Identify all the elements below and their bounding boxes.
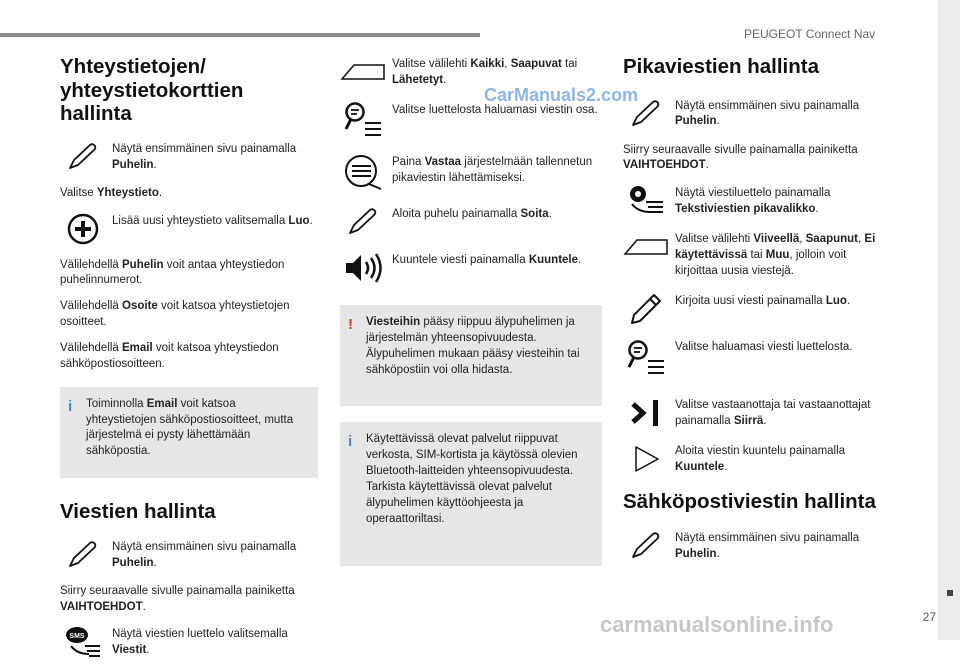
step-forward	[623, 396, 883, 430]
step-select-tab	[623, 230, 883, 280]
pen-line-icon	[623, 529, 669, 563]
paragraph: Valitse Yhteystieto.	[60, 186, 163, 199]
step-select-message	[340, 101, 602, 141]
info-box-services: i Käytettävissä olevat palvelut riippuvat verkosta, SIM-kortista ja käytössä olevien Bluetooth-laitteiden yhteensopivuudesta. Tarkista käytettävissä olevat palvelut älypuhelimen käyttöohjeesta ja operaattoriltasi.	[340, 422, 602, 565]
tab-bar-icon	[623, 230, 669, 264]
sms-badge-text: SMS	[69, 633, 85, 641]
step-create-contact	[60, 212, 318, 246]
column-2	[340, 55, 602, 580]
paragraph: Välilehdellä Osoite voit katsoa yhteystietojen osoitteet.	[60, 300, 290, 329]
step-listen	[623, 442, 883, 476]
step-phone-open	[60, 538, 318, 572]
step-text: Näytä viestiluettelo painamalla Tekstiviestien pikavalikko.	[675, 187, 831, 216]
step-text: Kirjoita uusi viesti painamalla Luo.	[675, 294, 851, 307]
reply-list-icon	[340, 153, 386, 193]
section-title-quick-messages: Pikaviestien hallinta	[623, 55, 819, 78]
step-text: Näytä viestien luettelo valitsemalla Viestit.	[112, 628, 288, 657]
header-bar	[0, 33, 480, 37]
column-1	[60, 55, 318, 671]
step-text: Aloita puhelu painamalla Soita.	[392, 208, 552, 220]
watermark-top: CarManuals2.com	[484, 85, 639, 105]
step-listen	[340, 251, 602, 285]
info-icon: i	[348, 433, 353, 451]
step-text: Valitse välilehti Viiveellä, Saapunut, Ei käytettävissä tai Muu, jolloin voit kirjoittaa uusia viestejä.	[675, 233, 876, 277]
step-text: Valitse luettelosta haluamasi viestin osa.	[392, 104, 598, 116]
paragraph: Välilehdellä Puhelin voit antaa yhteystiedon puhelinnumerot.	[60, 258, 285, 287]
step-new-message	[623, 292, 883, 326]
section-title-messages: Viestien hallinta	[60, 500, 216, 524]
step-text: Lisää uusi yhteystieto valitsemalla Luo.	[112, 214, 313, 227]
watermark-bottom: carmanualsonline.info	[600, 612, 834, 637]
step-text: Näytä ensimmäinen sivu painamalla Puhelin.	[112, 142, 297, 171]
step-text: Valitse välilehti Kaikki, Saapuvat tai Lähetetyt.	[392, 58, 578, 86]
step-text: Aloita viestin kuuntelu painamalla Kuuntele.	[675, 444, 846, 473]
step-text: Valitse haluamasi viesti luettelosta.	[675, 340, 853, 353]
step-reply	[340, 153, 602, 193]
pen-line-icon	[60, 140, 106, 174]
paragraph: Siirry seuraavalle sivulle painamalla painiketta VAIHTOEHDOT.	[623, 143, 858, 172]
step-messages-list	[60, 625, 318, 659]
plus-circle-icon	[60, 212, 106, 246]
step-text: Näytä ensimmäinen sivu painamalla Puhelin.	[112, 540, 297, 569]
step-select-tab	[340, 55, 602, 89]
page-number: 27	[922, 610, 936, 624]
step-phone-open	[623, 529, 883, 563]
section-title-email: Sähköpostiviestin hallinta	[623, 489, 876, 513]
column-3	[623, 55, 883, 575]
info-icon: i	[68, 397, 73, 415]
step-phone-open	[60, 140, 318, 174]
header-title: PEUGEOT Connect Nav	[744, 27, 876, 41]
step-phone-open	[623, 97, 883, 131]
step-text: Paina Vastaa järjestelmään tallennetun pikaviestin lähettämiseksi.	[392, 156, 593, 184]
pen-line-icon	[340, 205, 386, 239]
warning-box-messages: ! Viesteihin pääsy riippuu älypuhelimen ja järjestelmän yhteensopivuudesta. Älypuhelimen mukaan pääsy viesteihin tai sähköpostiin voi olla hidasta.	[340, 305, 602, 406]
tab-bar-icon	[340, 55, 386, 89]
sms-list-icon	[60, 625, 106, 659]
step-call	[340, 205, 602, 239]
step-text: Näytä ensimmäinen sivu painamalla Puhelin.	[675, 532, 860, 561]
section-title-contacts: Yhteystietojen/ yhteystietokorttien hallinta	[60, 55, 244, 126]
warning-icon: !	[348, 316, 353, 333]
pen-line-icon	[623, 97, 669, 131]
paragraph: Siirry seuraavalle sivulle painamalla painiketta VAIHTOEHDOT.	[60, 584, 295, 613]
step-select-message	[623, 338, 883, 380]
continued-marker	[947, 590, 953, 596]
step-text: Valitse vastaanottaja tai vastaanottajat painamalla Siirrä.	[675, 398, 871, 427]
page-edge-strip	[938, 0, 960, 640]
gear-list-icon	[623, 184, 669, 218]
forward-icon	[623, 396, 669, 430]
search-list-icon	[623, 338, 669, 380]
pen-line-icon	[60, 538, 106, 572]
info-box-email: i Toiminnolla Email voit katsoa yhteystietojen sähköpostiosoitteet, mutta järjestelmä ei pysty lähettämään sähköpostia.	[60, 387, 318, 478]
pencil-icon	[623, 292, 669, 326]
search-list-icon	[340, 101, 386, 141]
paragraph: Välilehdellä Email voit katsoa yhteystiedon sähköpostiosoitteen.	[60, 341, 279, 370]
speaker-icon	[340, 251, 386, 285]
step-text: Kuuntele viesti painamalla Kuuntele.	[392, 254, 582, 266]
play-icon	[623, 442, 669, 476]
step-quick-menu	[623, 184, 883, 218]
step-text: Näytä ensimmäinen sivu painamalla Puhelin.	[675, 99, 860, 128]
